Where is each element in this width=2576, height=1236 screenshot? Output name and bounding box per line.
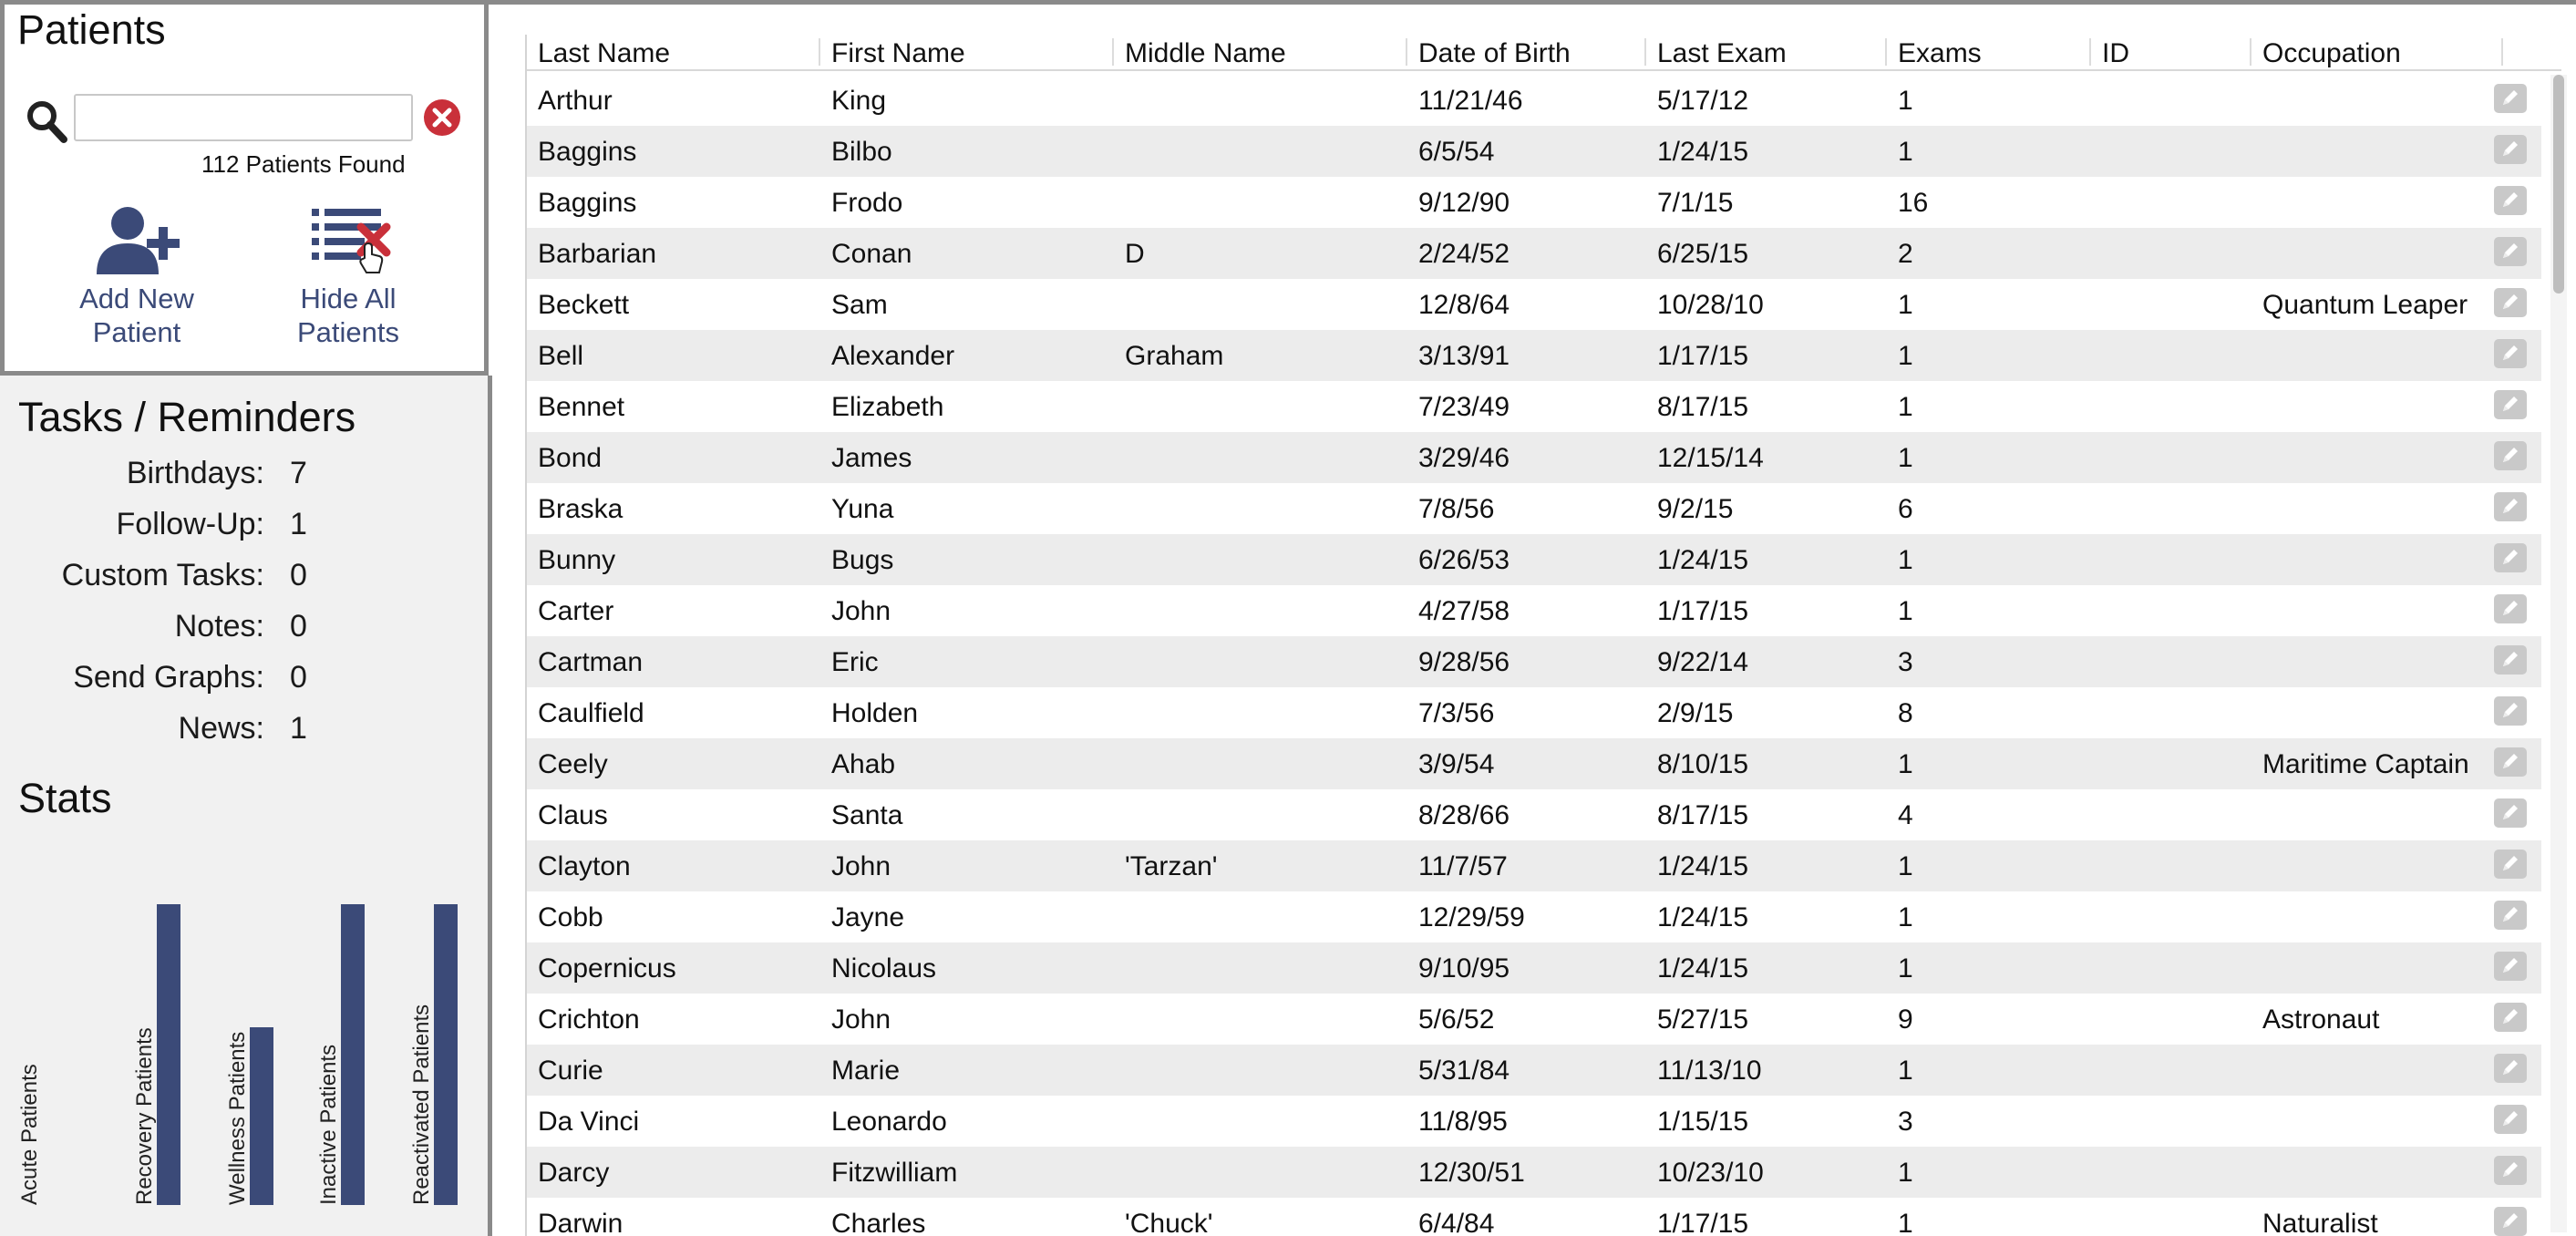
add-new-patient-label-line1: Add New <box>79 283 194 314</box>
task-label: Notes: <box>174 609 264 644</box>
table-cell: 9/22/14 <box>1657 647 1749 677</box>
table-cell: 1 <box>1898 137 1913 167</box>
table-cell: 1/24/15 <box>1657 851 1749 881</box>
table-cell: Cobb <box>538 902 603 932</box>
table-cell: 1 <box>1898 1209 1913 1236</box>
edit-patient-button[interactable] <box>2494 1054 2527 1083</box>
table-row[interactable] <box>527 534 2541 585</box>
pencil-icon <box>2499 701 2521 721</box>
table-cell: 1 <box>1898 749 1913 779</box>
table-cell: 2/9/15 <box>1657 698 1734 728</box>
table-row[interactable] <box>527 789 2541 840</box>
edit-patient-button[interactable] <box>2494 135 2527 164</box>
table-row[interactable] <box>527 891 2541 942</box>
table-row[interactable] <box>527 585 2541 636</box>
table-row[interactable] <box>527 330 2541 381</box>
clear-search-icon[interactable] <box>423 98 461 137</box>
pencil-icon <box>2499 139 2521 160</box>
table-cell: Astronaut <box>2262 1004 2380 1035</box>
task-value: 0 <box>290 558 307 592</box>
table-cell: 1/24/15 <box>1657 953 1749 984</box>
table-cell: 10/23/10 <box>1657 1158 1764 1188</box>
pencil-icon <box>2499 395 2521 415</box>
table-cell: 1 <box>1898 86 1913 116</box>
table-row[interactable] <box>527 279 2541 330</box>
task-value: 1 <box>290 711 307 746</box>
edit-patient-button[interactable] <box>2494 645 2527 675</box>
table-row[interactable] <box>527 483 2541 534</box>
table-cell: 11/21/46 <box>1418 86 1523 116</box>
table-cell: Ceely <box>538 749 608 779</box>
table-cell: 1/17/15 <box>1657 596 1749 626</box>
table-cell: Darwin <box>538 1209 623 1236</box>
table-cell: 6/5/54 <box>1418 137 1495 167</box>
column-header[interactable]: Middle Name <box>1125 38 1286 68</box>
table-row[interactable] <box>527 1147 2541 1198</box>
table-cell: Ahab <box>831 749 896 779</box>
edit-patient-button[interactable] <box>2494 1156 2527 1185</box>
table-cell: 'Tarzan' <box>1125 851 1218 881</box>
table-cell: 2 <box>1898 239 1913 269</box>
table-cell: 1 <box>1898 851 1913 881</box>
pencil-icon <box>2499 446 2521 466</box>
pencil-icon <box>2499 854 2521 874</box>
task-value: 1 <box>290 507 307 541</box>
search-input[interactable] <box>74 94 413 141</box>
table-cell: 1 <box>1898 443 1913 473</box>
table-header <box>527 35 2561 71</box>
table-cell: 8/28/66 <box>1418 800 1510 830</box>
table-cell: 2/24/52 <box>1418 239 1510 269</box>
table-cell: Bennet <box>538 392 625 422</box>
table-row[interactable] <box>527 1198 2541 1236</box>
table-cell: Da Vinci <box>538 1107 640 1137</box>
table-cell: Frodo <box>831 188 903 218</box>
table-cell: 1 <box>1898 392 1913 422</box>
table-cell: Bell <box>538 341 584 371</box>
edit-patient-button[interactable] <box>2494 901 2527 930</box>
table-cell: 11/8/95 <box>1418 1107 1508 1137</box>
edit-patient-button[interactable] <box>2494 1003 2527 1032</box>
table-cell: 1/17/15 <box>1657 1209 1749 1236</box>
table-cell: 1/24/15 <box>1657 545 1749 575</box>
table-cell: 3/9/54 <box>1418 749 1495 779</box>
table-row[interactable] <box>527 840 2541 891</box>
pencil-icon <box>2499 242 2521 262</box>
table-cell: 4 <box>1898 800 1913 830</box>
table-cell: Quantum Leaper <box>2262 290 2468 320</box>
table-row[interactable] <box>527 432 2541 483</box>
task-label: Send Graphs: <box>73 660 264 695</box>
table-cell: 1 <box>1898 1158 1913 1188</box>
edit-patient-button[interactable] <box>2494 339 2527 368</box>
edit-patient-button[interactable] <box>2494 696 2527 726</box>
table-row[interactable] <box>527 177 2541 228</box>
table-cell: D <box>1125 239 1145 269</box>
column-separator[interactable] <box>1406 38 1407 66</box>
column-header[interactable]: First Name <box>831 38 965 68</box>
tasks-title: Tasks / Reminders <box>18 394 356 440</box>
table-cell: Elizabeth <box>831 392 944 422</box>
stats-bar-label: Wellness Patients <box>225 1031 250 1205</box>
table-row[interactable] <box>527 228 2541 279</box>
table-cell: 1 <box>1898 953 1913 984</box>
table-cell: King <box>831 86 887 116</box>
table-cell: Yuna <box>831 494 894 524</box>
table-cell: Fitzwilliam <box>831 1158 958 1188</box>
table-cell: 10/28/10 <box>1657 290 1764 320</box>
table-cell: 4/27/58 <box>1418 596 1510 626</box>
stats-bar <box>434 904 458 1205</box>
table-row[interactable] <box>527 1096 2541 1147</box>
table-cell: 9/28/56 <box>1418 647 1510 677</box>
edit-patient-button[interactable] <box>2494 747 2527 777</box>
table-cell: John <box>831 1004 891 1035</box>
patients-panel <box>0 0 489 376</box>
task-label: Custom Tasks: <box>61 558 264 592</box>
table-cell: Claus <box>538 800 608 830</box>
table-cell: 3/29/46 <box>1418 443 1510 473</box>
table-cell: Arthur <box>538 86 613 116</box>
task-value: 0 <box>290 660 307 695</box>
table-cell: 12/15/14 <box>1657 443 1764 473</box>
table-cell: 9/10/95 <box>1418 953 1510 984</box>
table-cell: Holden <box>831 698 919 728</box>
table-cell: 1/24/15 <box>1657 137 1749 167</box>
stats-bar-label: Reactivated Patients <box>409 1004 434 1205</box>
table-cell: Braska <box>538 494 623 524</box>
stats-title: Stats <box>18 775 112 821</box>
hide-list-icon <box>303 203 394 278</box>
pencil-icon <box>2499 88 2521 108</box>
table-cell: 9 <box>1898 1004 1913 1035</box>
edit-patient-button[interactable] <box>2494 1207 2527 1236</box>
hide-all-patients-label-line2: Patients <box>296 316 399 348</box>
table-cell: Barbarian <box>538 239 657 269</box>
table-cell: Naturalist <box>2262 1209 2378 1236</box>
table-cell: 7/3/56 <box>1418 698 1495 728</box>
table-cell: John <box>831 851 891 881</box>
stats-bar <box>341 904 365 1205</box>
table-cell: Conan <box>831 239 912 269</box>
table-cell: 9/12/90 <box>1418 188 1510 218</box>
search-icon[interactable] <box>25 96 68 147</box>
table-cell: 6/25/15 <box>1657 239 1749 269</box>
table-cell: Leonardo <box>831 1107 947 1137</box>
edit-patient-button[interactable] <box>2494 850 2527 879</box>
task-label: Follow-Up: <box>116 507 264 541</box>
table-cell: 12/29/59 <box>1418 902 1525 932</box>
table-cell: Crichton <box>538 1004 640 1035</box>
table-row[interactable] <box>527 126 2541 177</box>
table-cell: Jayne <box>831 902 905 932</box>
table-cell: Nicolaus <box>831 953 937 984</box>
table-cell: Caulfield <box>538 698 644 728</box>
table-cell: 7/23/49 <box>1418 392 1510 422</box>
table-cell: Alexander <box>831 341 955 371</box>
table-cell: 8/17/15 <box>1657 800 1749 830</box>
table-cell: 1/17/15 <box>1657 341 1749 371</box>
table-cell: Beckett <box>538 290 630 320</box>
table-cell: 8/17/15 <box>1657 392 1749 422</box>
table-row[interactable] <box>527 75 2541 126</box>
stats-bar <box>157 904 180 1205</box>
table-cell: 1/24/15 <box>1657 902 1749 932</box>
table-cell: James <box>831 443 912 473</box>
stats-bar <box>250 1027 273 1205</box>
pencil-icon <box>2499 905 2521 925</box>
table-row[interactable] <box>527 1045 2541 1096</box>
table-cell: 1/15/15 <box>1657 1107 1749 1137</box>
table-cell: Carter <box>538 596 614 626</box>
table-cell: Bond <box>538 443 603 473</box>
table-cell: Charles <box>831 1209 926 1236</box>
pencil-icon <box>2499 1007 2521 1027</box>
table-row[interactable] <box>527 636 2541 687</box>
table-cell: Baggins <box>538 188 637 218</box>
pencil-icon <box>2499 1109 2521 1129</box>
table-cell: 1 <box>1898 290 1913 320</box>
edit-patient-button[interactable] <box>2494 237 2527 266</box>
column-header[interactable]: Last Exam <box>1657 38 1787 68</box>
column-separator[interactable] <box>1644 38 1646 66</box>
column-separator[interactable] <box>2089 38 2091 66</box>
table-cell: Copernicus <box>538 953 676 984</box>
task-label: Birthdays: <box>126 456 264 490</box>
table-cell: Cartman <box>538 647 644 677</box>
pencil-icon <box>2499 1160 2521 1180</box>
column-header[interactable]: Occupation <box>2262 38 2401 68</box>
column-header[interactable]: Date of Birth <box>1418 38 1571 68</box>
table-cell: Graham <box>1125 341 1224 371</box>
column-separator[interactable] <box>1885 38 1887 66</box>
table-cell: 1 <box>1898 596 1913 626</box>
column-separator[interactable] <box>819 38 820 66</box>
pencil-icon <box>2499 752 2521 772</box>
table-cell: 6 <box>1898 494 1913 524</box>
tasks-stats-panel <box>0 376 492 1236</box>
edit-patient-button[interactable] <box>2494 441 2527 470</box>
table-cell: 16 <box>1898 188 1929 218</box>
table-cell: 1 <box>1898 341 1913 371</box>
table-cell: 6/4/84 <box>1418 1209 1495 1236</box>
column-separator[interactable] <box>2250 38 2251 66</box>
table-cell: Santa <box>831 800 903 830</box>
hide-all-patients-label-line1: Hide All <box>300 283 397 314</box>
table-cell: Sam <box>831 290 888 320</box>
pencil-icon <box>2499 599 2521 619</box>
hide-all-patients-button[interactable] <box>280 203 417 349</box>
table-cell: Clayton <box>538 851 631 881</box>
pencil-icon <box>2499 1211 2521 1231</box>
table-cell: 5/6/52 <box>1418 1004 1495 1035</box>
edit-patient-button[interactable] <box>2494 492 2527 521</box>
table-row[interactable] <box>527 687 2541 738</box>
column-header[interactable]: Exams <box>1898 38 1982 68</box>
column-header[interactable]: Last Name <box>538 38 671 68</box>
scrollbar-thumb[interactable] <box>2553 75 2564 294</box>
table-cell: Bilbo <box>831 137 892 167</box>
table-cell: 5/17/12 <box>1657 86 1749 116</box>
pencil-icon <box>2499 650 2521 670</box>
column-separator[interactable] <box>1112 38 1114 66</box>
table-cell: Marie <box>831 1056 901 1086</box>
table-cell: 7/1/15 <box>1657 188 1734 218</box>
pencil-icon <box>2499 497 2521 517</box>
stats-chart <box>0 831 483 1232</box>
table-cell: 8/10/15 <box>1657 749 1749 779</box>
table-cell: 1 <box>1898 1056 1913 1086</box>
table-cell: 3/13/91 <box>1418 341 1510 371</box>
table-cell: John <box>831 596 891 626</box>
table-cell: 11/7/57 <box>1418 851 1508 881</box>
table-scrollbar[interactable] <box>2550 75 2567 1232</box>
edit-patient-button[interactable] <box>2494 288 2527 317</box>
stats-bar-label: Inactive Patients <box>316 1044 341 1205</box>
task-label: News: <box>178 711 264 746</box>
table-cell: Bunny <box>538 545 616 575</box>
table-cell: Darcy <box>538 1158 610 1188</box>
add-new-patient-button[interactable] <box>68 203 205 349</box>
edit-patient-button[interactable] <box>2494 1105 2527 1134</box>
table-cell: 3 <box>1898 1107 1913 1137</box>
table-cell: 3 <box>1898 647 1913 677</box>
task-value: 0 <box>290 609 307 644</box>
edit-patient-button[interactable] <box>2494 798 2527 828</box>
pencil-icon <box>2499 803 2521 823</box>
pencil-icon <box>2499 548 2521 568</box>
column-separator[interactable] <box>2501 38 2503 66</box>
pencil-icon <box>2499 191 2521 211</box>
table-cell: 7/8/56 <box>1418 494 1495 524</box>
stats-bar-label: Acute Patients <box>17 1064 42 1205</box>
edit-patient-button[interactable] <box>2494 84 2527 113</box>
table-cell: Curie <box>538 1056 603 1086</box>
table-cell: 9/2/15 <box>1657 494 1734 524</box>
pencil-icon <box>2499 293 2521 313</box>
table-cell: Baggins <box>538 137 637 167</box>
table-row[interactable] <box>527 994 2541 1045</box>
table-cell: 1 <box>1898 902 1913 932</box>
patients-title: Patients <box>17 6 166 53</box>
table-cell: 6/26/53 <box>1418 545 1510 575</box>
edit-patient-button[interactable] <box>2494 952 2527 981</box>
pencil-icon <box>2499 1058 2521 1078</box>
edit-patient-button[interactable] <box>2494 543 2527 572</box>
table-cell: 12/30/51 <box>1418 1158 1525 1188</box>
edit-patient-button[interactable] <box>2494 186 2527 215</box>
edit-patient-button[interactable] <box>2494 594 2527 623</box>
pencil-icon <box>2499 344 2521 364</box>
patients-table <box>525 35 2576 1236</box>
table-cell: 5/27/15 <box>1657 1004 1749 1035</box>
pencil-icon <box>2499 956 2521 976</box>
add-new-patient-label-line2: Patient <box>92 316 181 348</box>
column-header[interactable]: ID <box>2102 38 2129 68</box>
patients-found-count: 112 Patients Found <box>201 150 406 178</box>
table-cell: 12/8/64 <box>1418 290 1510 320</box>
table-cell: Bugs <box>831 545 894 575</box>
table-row[interactable] <box>527 738 2541 789</box>
table-cell: 5/31/84 <box>1418 1056 1510 1086</box>
table-cell: 8 <box>1898 698 1913 728</box>
table-cell: Eric <box>831 647 879 677</box>
table-cell: 'Chuck' <box>1125 1209 1213 1236</box>
task-value: 7 <box>290 456 307 490</box>
stats-bar-label: Recovery Patients <box>132 1027 157 1205</box>
table-cell: 1 <box>1898 545 1913 575</box>
edit-patient-button[interactable] <box>2494 390 2527 419</box>
table-row[interactable] <box>527 381 2541 432</box>
table-row[interactable] <box>527 942 2541 994</box>
add-user-icon <box>91 203 182 278</box>
table-cell: 11/13/10 <box>1657 1056 1762 1086</box>
table-cell: Maritime Captain <box>2262 749 2469 779</box>
